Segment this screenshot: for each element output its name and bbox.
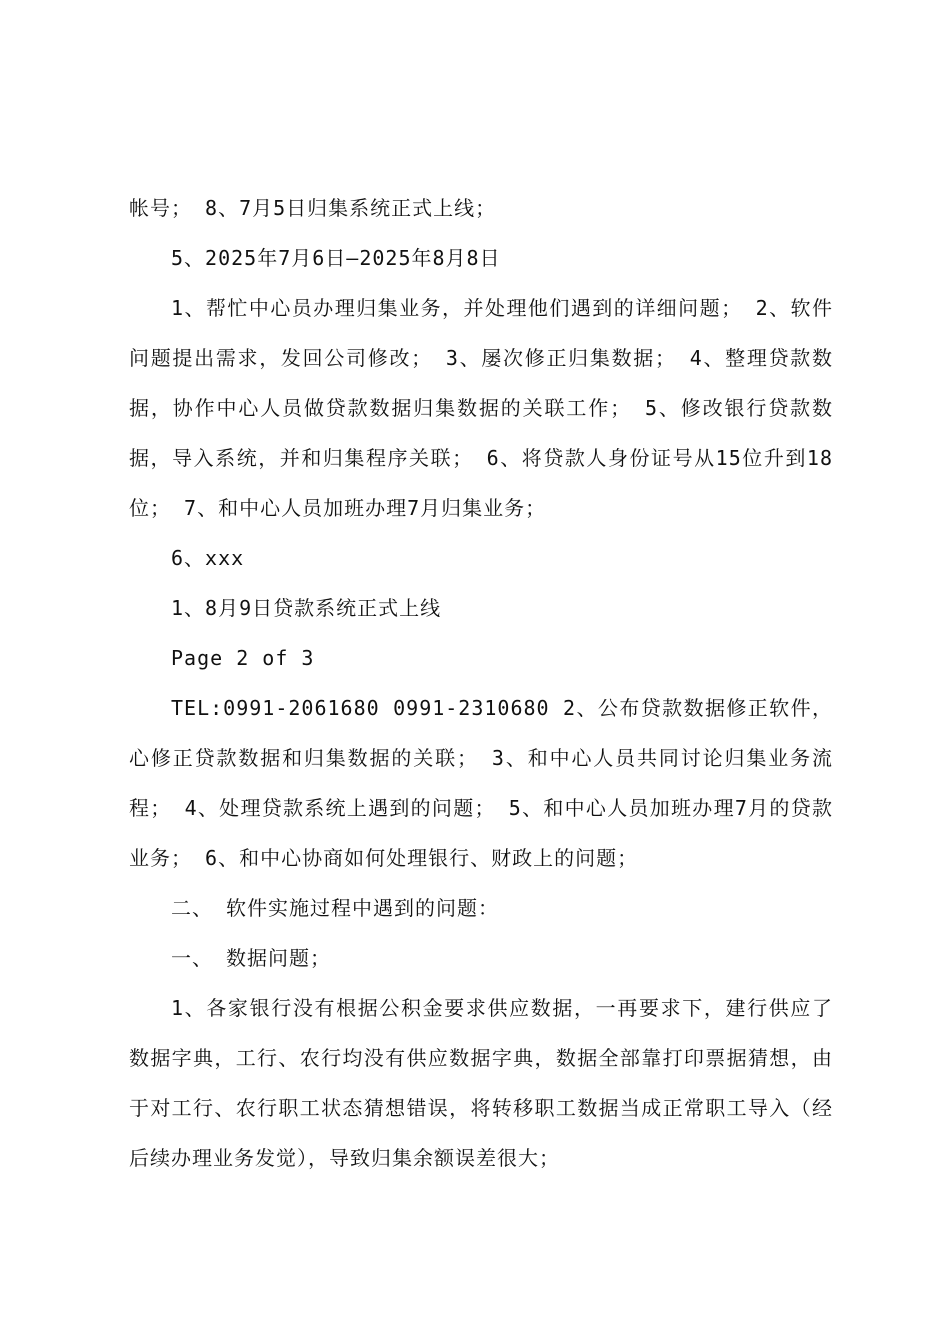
paragraph-phase-6-heading: 6、xxx xyxy=(171,546,245,570)
document-body xyxy=(129,183,833,1183)
subsection-heading-data: 一、 数据问题； xyxy=(171,946,332,970)
paragraph-account-line: 帐号； 8、7月5日归集系统正式上线； xyxy=(129,196,497,220)
paragraph-phase-6-tasks: TEL:0991-2061680 0991-2310680 2、公布贷款数据修正软件，心修正贷款数据和归集数据的关联； 3、和中心人员共同讨论归集业务流程； 4、处理贷款系统上遇到的问题； 5、和中心人员加班办理7月的贷款业务； 6、和中心协商如何处理银行、财政上的问题； xyxy=(129,696,833,870)
page-number-text: Page 2 of 3 xyxy=(171,646,315,670)
paragraph-bank-data-issue: 1、各家银行没有根据公积金要求供应数据，一再要求下，建行供应了数据字典，工行、农行均没有供应数据字典，数据全部靠打印票据猜想，由于对工行、农行职工状态猜想错误，将转移职工数据当成正常职工导入（经后续办理业务发觉），导致归集余额误差很大； xyxy=(129,996,833,1170)
paragraph-phase-5-heading: 5、2025年7月6日—2025年8月8日 xyxy=(171,246,501,270)
section-heading-problems: 二、 软件实施过程中遇到的问题： xyxy=(171,896,500,920)
paragraph-phase-5-tasks: 1、帮忙中心员办理归集业务，并处理他们遇到的详细问题； 2、软件问题提出需求，发回公司修改； 3、屡次修正归集数据； 4、整理贷款数据，协作中心人员做贷款数据归集数据的关联工作； 5、修改银行贷款数据，导入系统，并和归集程序关联； 6、将贷款人身份证号从15位升到18位； 7、和中心人员加班办理7月归集业务； xyxy=(129,296,833,520)
paragraph-loan-launch: 1、8月9日贷款系统正式上线 xyxy=(171,596,442,620)
